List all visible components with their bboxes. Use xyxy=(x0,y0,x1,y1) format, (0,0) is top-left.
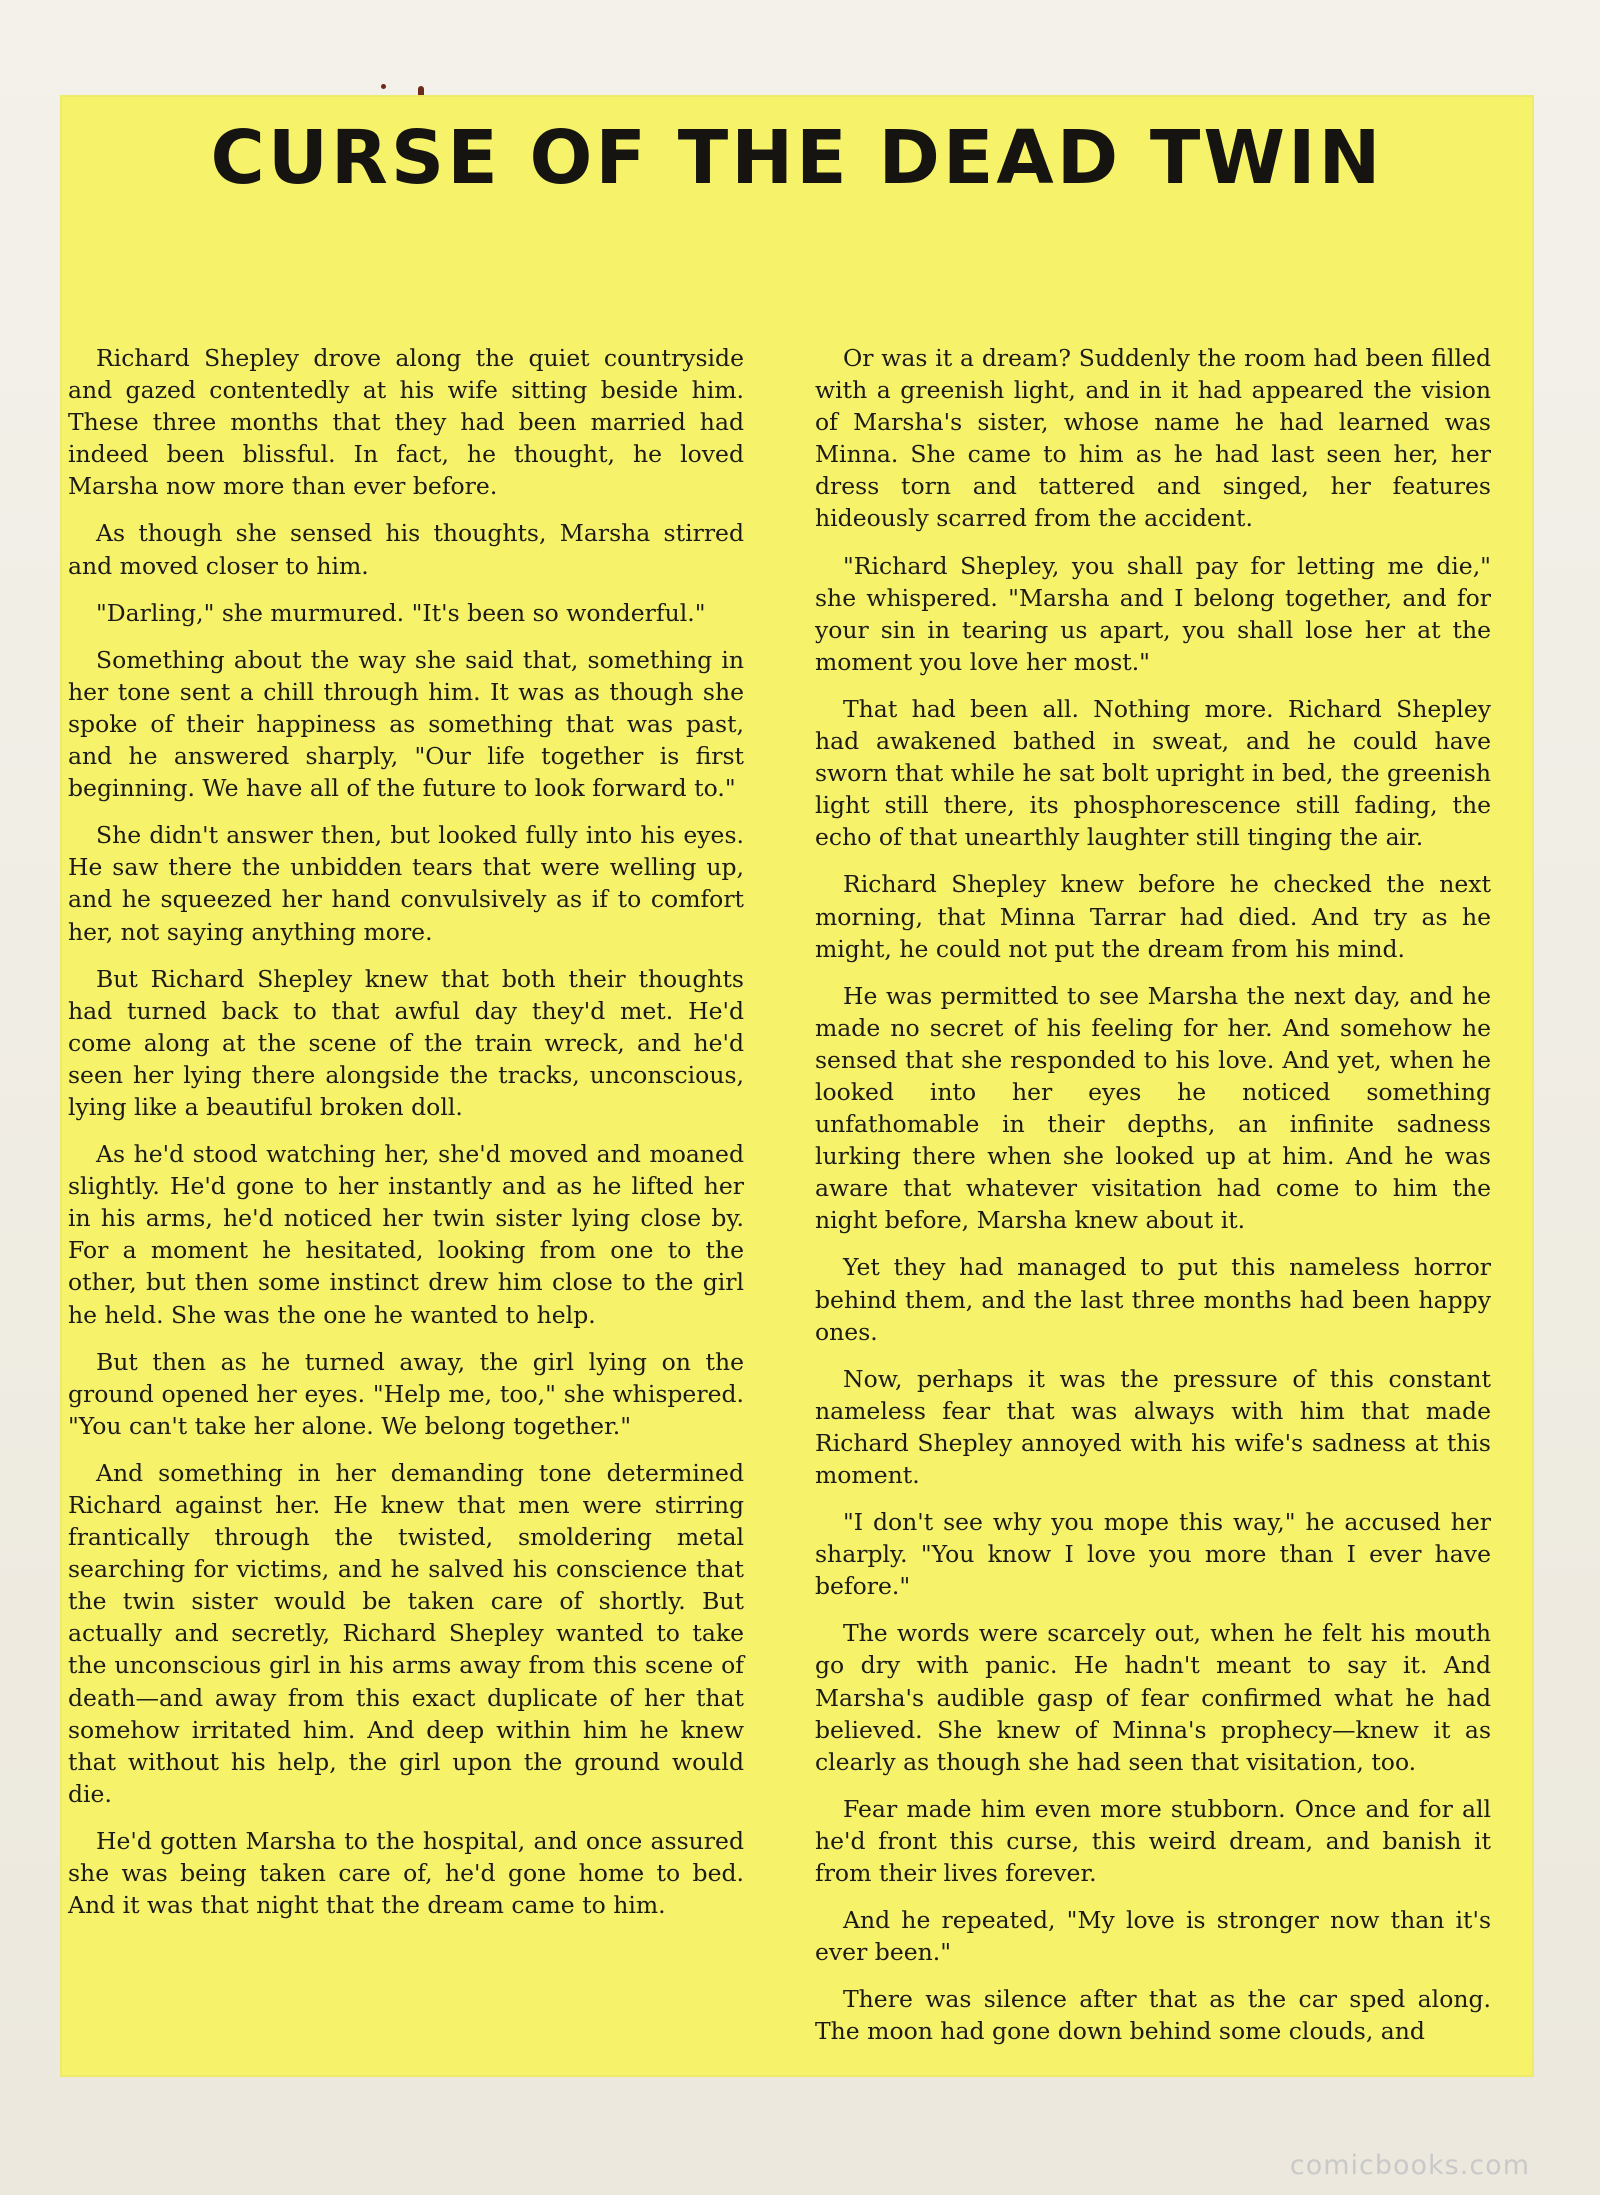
paragraph: But Richard Shepley knew that both their thoughts had turned back to that awful day they'd met. He'd come along at the scene of the train wreck, and he'd seen her lying there alongside the tracks, unconscious, lying like a beautiful broken doll. xyxy=(68,964,744,1121)
watermark: comicbooks.com xyxy=(1289,2150,1530,2181)
right-column xyxy=(815,342,1491,2063)
paragraph: There was silence after that as the car sped along. The moon had gone down behind some clouds, and xyxy=(815,1985,1491,2046)
paragraph: As he'd stood watching her, she'd moved and moaned slightly. He'd gone to her instantly and as he lifted her in his arms, he'd noticed her twin sister lying close by. For a moment he hesitated, looking from one to the other, but then some instinct drew him close to the girl he held. She was the one he wanted to help. xyxy=(68,1140,744,1329)
paragraph: And something in her demanding tone determined Richard against her. He knew that men were stirring frantically through the twisted, smoldering metal searching for victims, and he salved his conscience that the twin sister would be taken care of shortly. But actually and secretly, Richard Shepley wanted to take the unconscious girl in his arms away from this scene of death—and away from this exact duplicate of her that somehow irritated him. And deep within him he knew that without his help, the girl upon the ground would die. xyxy=(68,1458,744,1808)
paragraph: Fear made him even more stubborn. Once and for all he'd front this curse, this weird dream, and banish it from their lives forever. xyxy=(815,1794,1491,1888)
paragraph: The words were scarcely out, when he felt his mouth go dry with panic. He hadn't meant to say it. And Marsha's audible gasp of fear confirmed what he had believed. She knew of Minna's prophecy—knew it as clearly as though she had seen that visitation, too. xyxy=(815,1619,1491,1776)
paragraph: She didn't answer then, but looked fully into his eyes. He saw there the unbidden tears that were welling up, and he squeezed her hand convulsively as if to comfort her, not saying anything more. xyxy=(68,821,744,946)
paragraph: That had been all. Nothing more. Richard Shepley had awakened bathed in sweat, and he could have sworn that while he sat bolt upright in bed, the greenish light still there, its phosphorescence still fading, the echo of that unearthly laughter still tinging the air. xyxy=(815,694,1491,852)
ink-speck xyxy=(381,84,386,89)
paragraph: "Darling," she murmured. "It's been so wonderful." xyxy=(96,598,706,627)
paragraph: He was permitted to see Marsha the next day, and he made no secret of his feeling for her. And somehow he sensed that she responded to his love. And yet, when he looked into her eyes he noticed something unfathomable in their depths, an infinite sadness lurking there when she looked up at him. And he was aware that whatever visitation had come to him the night before, Marsha knew about it. xyxy=(815,981,1491,1235)
paragraph: As though she sensed his thoughts, Marsha stirred and moved closer to him. xyxy=(68,519,744,580)
paragraph: He'd gotten Marsha to the hospital, and once assured she was being taken care of, he'd gone home to bed. And it was that night that the dream came to him. xyxy=(68,1826,744,1920)
paragraph: Yet they had managed to put this nameless horror behind them, and the last three months had been happy ones. xyxy=(815,1253,1491,1346)
left-column xyxy=(68,342,744,1936)
paragraph: Something about the way she said that, something in her tone sent a chill through him. It was as though she spoke of their happiness as something that was past, and he answered sharply, "Our life together is first beginning. We have all of the future to look forward to." xyxy=(68,645,744,803)
paragraph: And he repeated, "My love is stronger now than it's ever been." xyxy=(815,1906,1491,1967)
paragraph: Or was it a dream? Suddenly the room had been filled with a greenish light, and in it had appeared the vision of Marsha's sister, whose name he had learned was Minna. She came to him as he had last seen her, her dress torn and tattered and singed, her features hideously scarred from the accident. xyxy=(815,344,1491,533)
paragraph: "I don't see why you mope this way," he accused her sharply. "You know I love you more than I ever have before." xyxy=(815,1508,1491,1601)
story-title: CURSE OF THE DEAD TWIN xyxy=(210,115,1384,201)
paragraph: Richard Shepley knew before he checked the next morning, that Minna Tarrar had died. And try as he might, he could not put the dream from his mind. xyxy=(815,870,1491,963)
paragraph: "Richard Shepley, you shall pay for letting me die," she whispered. "Marsha and I belong together, and for your sin in tearing us apart, you shall lose her at the moment you love her most." xyxy=(815,551,1491,676)
paragraph: Now, perhaps it was the pressure of this constant nameless fear that was always with him that made Richard Shepley annoyed with his wife's sadness at this moment. xyxy=(815,1364,1491,1489)
paragraph: But then as he turned away, the girl lying on the ground opened her eyes. "Help me, too," she whispered. "You can't take her alone. We belong together." xyxy=(68,1347,744,1440)
paragraph: Richard Shepley drove along the quiet countryside and gazed contentedly at his wife sitting beside him. These three months that they had been married had indeed been blissful. In fact, he thought, he loved Marsha now more than ever before. xyxy=(68,344,744,501)
